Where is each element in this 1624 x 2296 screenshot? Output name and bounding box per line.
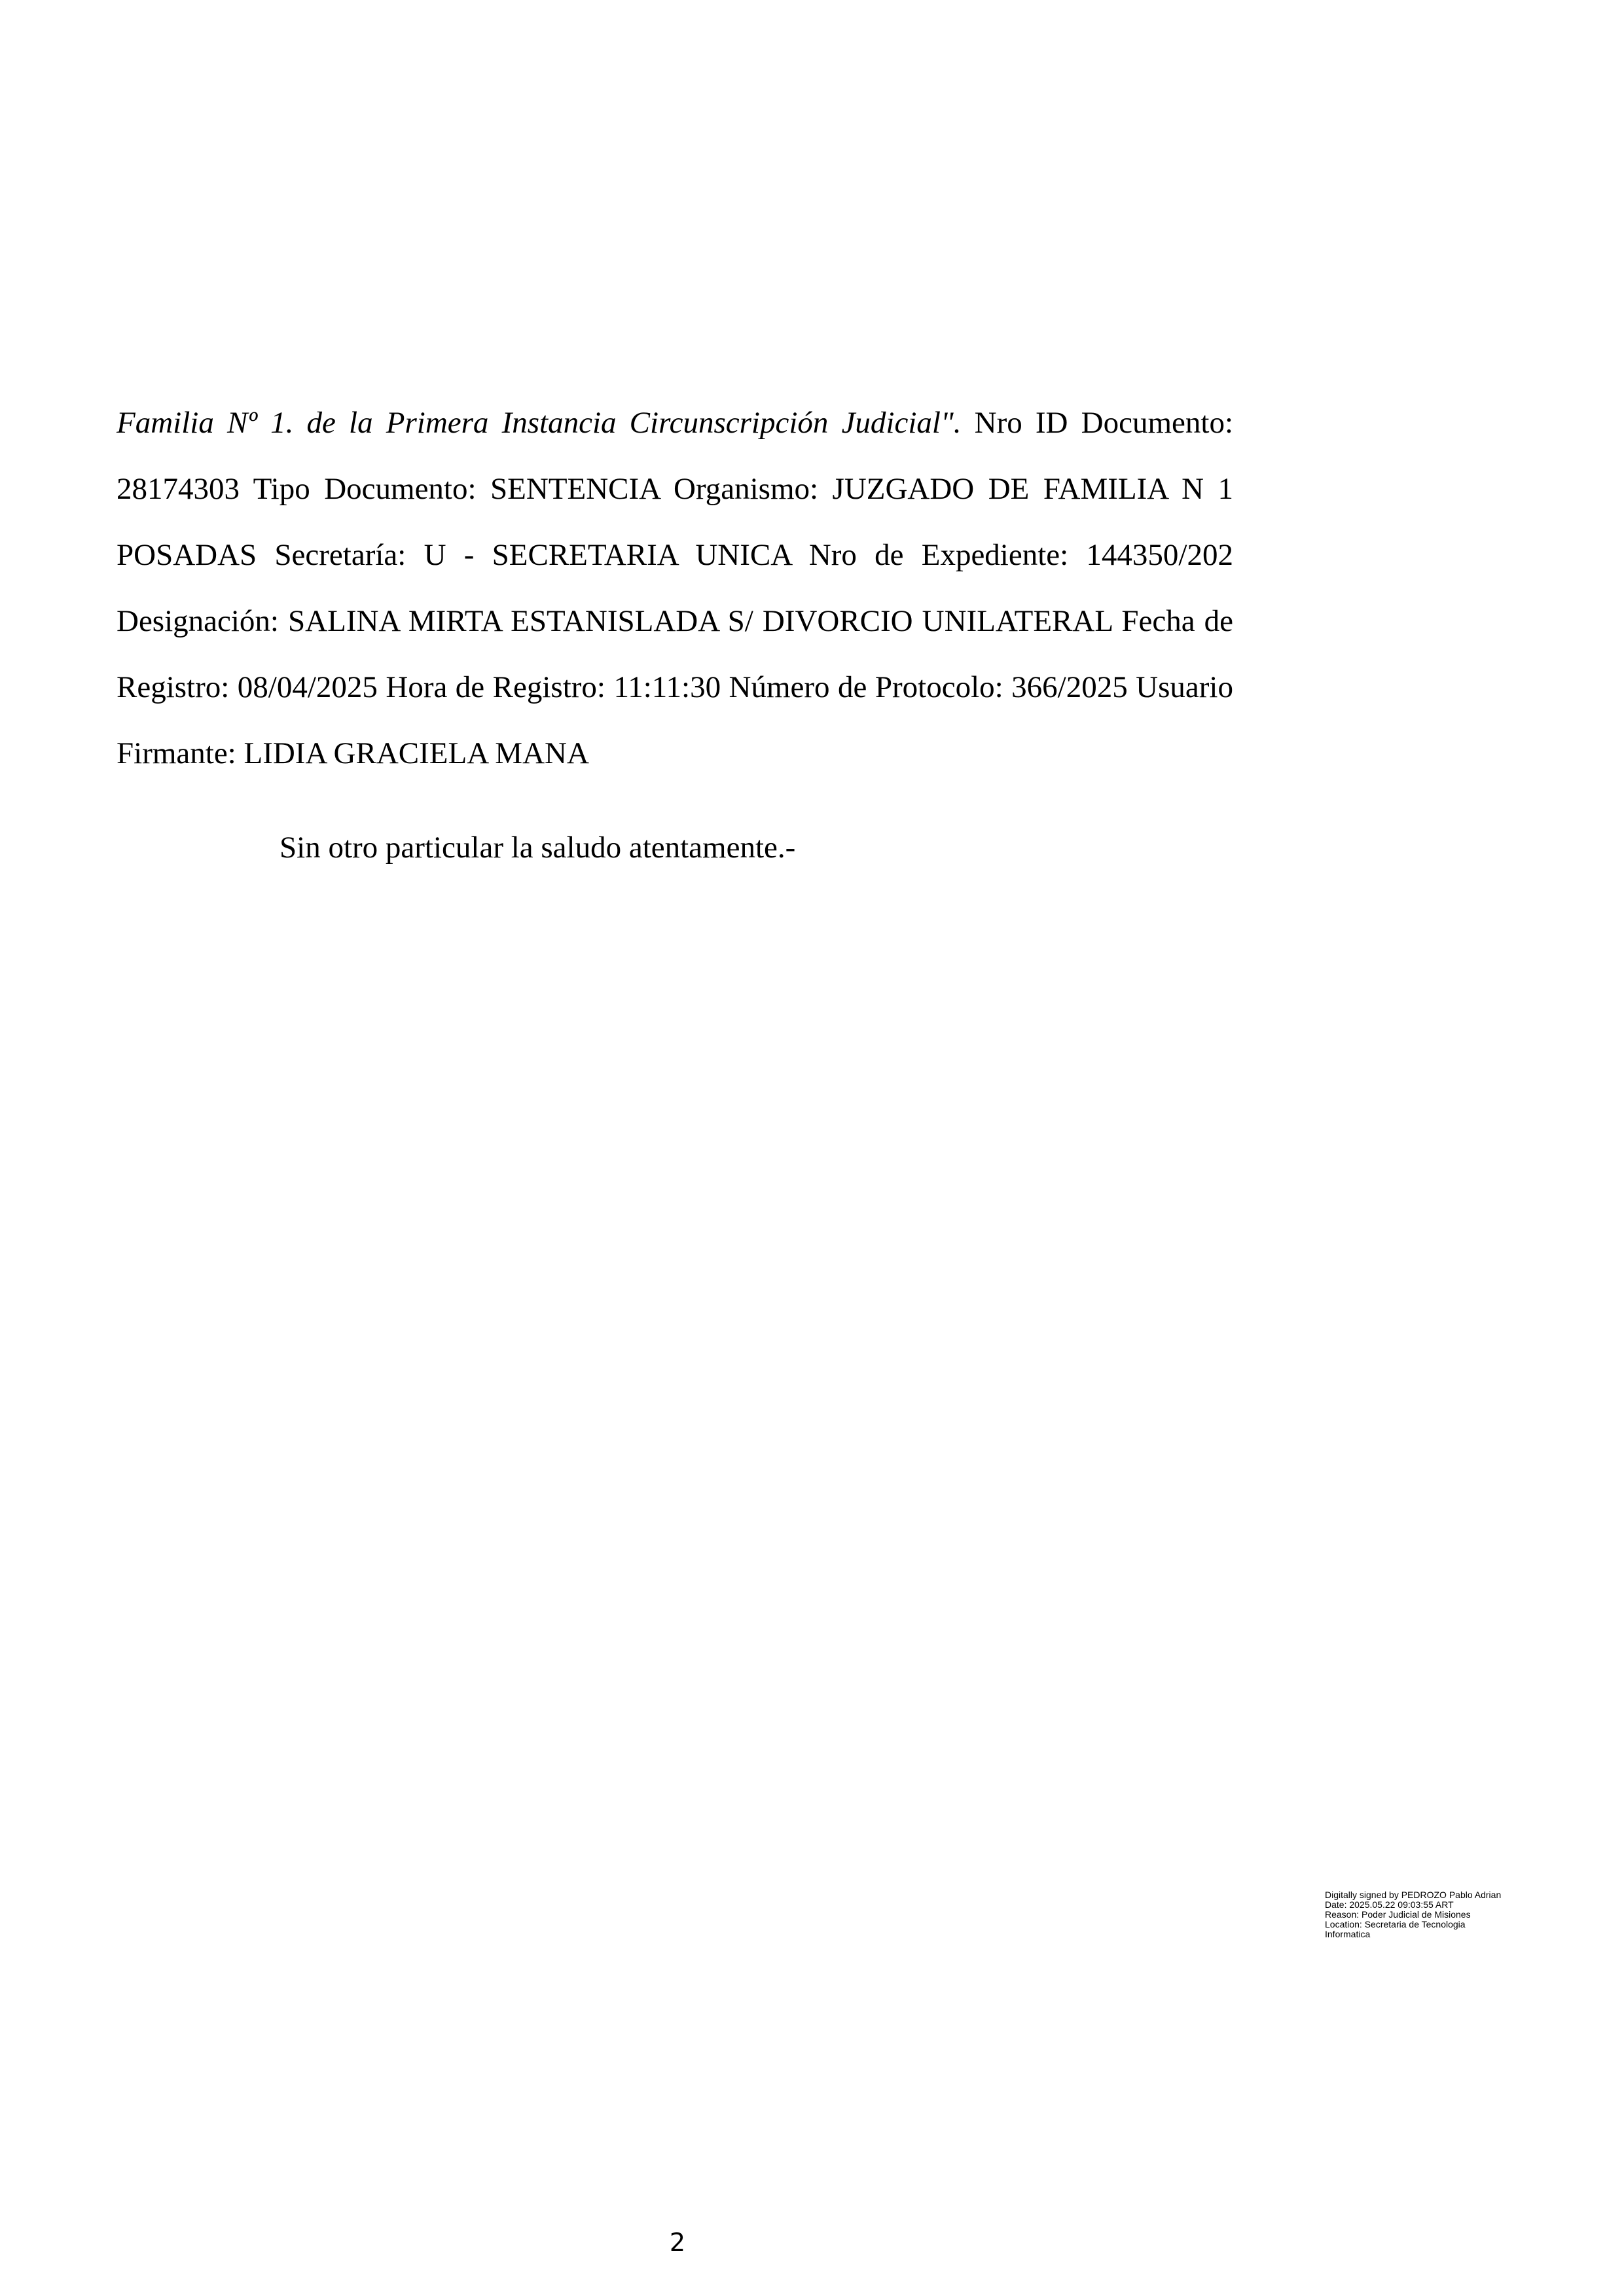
italic-lead-text: Familia Nº 1. de la Primera Instancia Circunscripción Judicial". [117,406,962,440]
signature-date: Date: 2025.05.22 09:03:55 ART [1325,1899,1454,1910]
signature-reason: Reason: Poder Judicial de Misiones [1325,1909,1471,1920]
signature-signed-by: Digitally signed by PEDROZO Pablo Adrian [1325,1890,1502,1900]
page-number: 2 [669,2228,686,2257]
body-paragraph [117,390,1233,787]
paragraph-text: Nro ID Documento: 28174303 Tipo Documento: SENTENCIA Organismo: JUZGADO DE FAMILIA N 1 POSADAS Secretaría: U - SECRETARIA UNICA Nro de Expediente: 144350/202 Designación: SALINA MIRTA ESTANISLADA S/ DIVORCIO UNILATERAL Fecha de Registro: 08/04/2025 Hora de Registro: 11:11:30 Número de Protocolo: 366/2025 Usuario Firmante: LIDIA GRACIELA MANA [117,406,1234,770]
signature-location-cont: Informatica [1325,1929,1371,1939]
digital-signature-stamp [1325,1890,1561,1939]
signature-location: Location: Secretaria de Tecnologia [1325,1919,1466,1929]
closing-line: Sin otro particular la saludo atentamente.- [280,831,796,865]
